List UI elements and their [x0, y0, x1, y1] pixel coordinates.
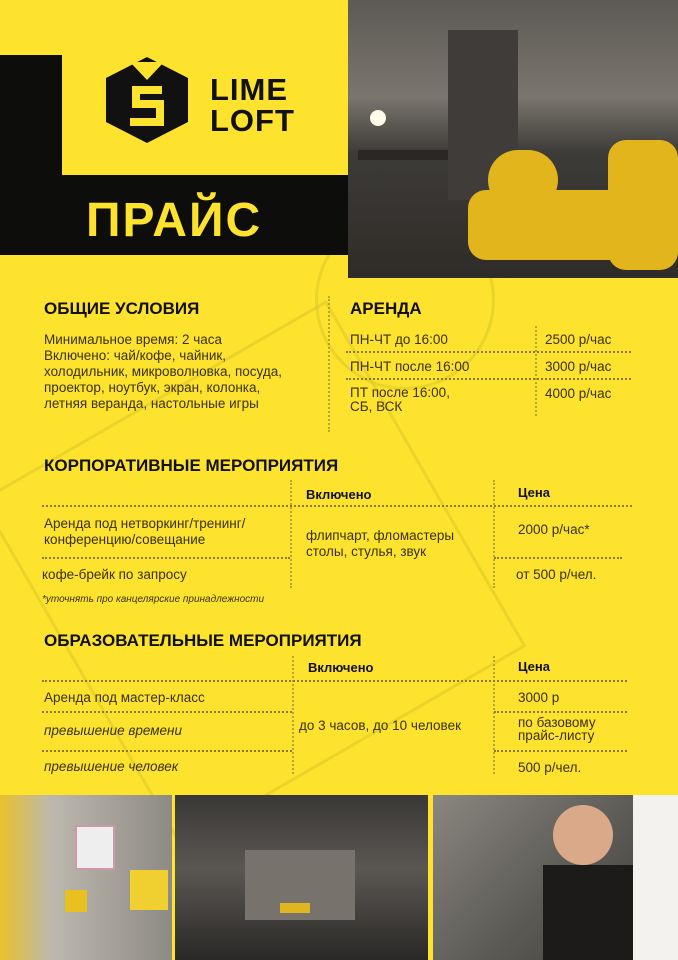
divider [42, 557, 290, 559]
general-heading: ОБЩИЕ УСЛОВИЯ [44, 299, 200, 318]
hall-photo [175, 795, 428, 960]
divider [494, 711, 627, 713]
rent-period: ПН-ЧТ после 16:00 [350, 359, 470, 374]
corporate-row-name: кофе-брейк по запросу [42, 567, 187, 582]
rent-price: 4000 р/час [545, 386, 612, 401]
rent-period: ПН-ЧТ до 16:00 [350, 332, 448, 347]
corporate-row-name: Аренда под нетворкинг/тренинг/ конференцию/совещание [44, 516, 246, 547]
education-row-name: превышение времени [44, 723, 182, 738]
brand-line1: LIME [210, 72, 289, 107]
divider [42, 680, 627, 682]
education-row-name: превышение человек [44, 759, 179, 774]
brand-name [210, 74, 295, 136]
text-line: проектор, ноутбук, экран, колонка, [44, 380, 261, 395]
divider [493, 480, 495, 588]
lime-loft-logo-icon [100, 52, 195, 147]
divider [42, 711, 292, 713]
brand-line2: LOFT [210, 103, 295, 138]
divider [346, 351, 631, 353]
divider [42, 750, 292, 752]
col-included: Включено [306, 487, 372, 502]
divider [535, 326, 537, 416]
col-included: Включено [308, 660, 374, 675]
corporate-heading: КОРПОРАТИВНЫЕ МЕРОПРИЯТИЯ [44, 456, 339, 475]
rent-price: 2500 р/час [545, 332, 612, 347]
education-row-price: 500 р/чел. [518, 760, 582, 775]
divider [292, 656, 294, 774]
rent-heading: АРЕНДА [350, 299, 422, 318]
education-included: до 3 часов, до 10 человек [299, 718, 461, 733]
text-line: летняя веранда, настольные игры [44, 396, 259, 411]
corporate-row-price: от 500 р/чел. [516, 567, 597, 582]
workshop-photo [433, 795, 678, 960]
corporate-note: *уточнять про канцелярские принадлежности [42, 594, 265, 605]
corporate-included: флипчарт, фломастеры столы, стулья, звук [306, 528, 455, 559]
divider [493, 656, 495, 774]
divider [42, 505, 632, 507]
education-row-price: 3000 р [518, 690, 560, 705]
corporate-row-price: 2000 р/час* [518, 522, 590, 537]
education-heading: ОБРАЗОВАТЕЛЬНЫЕ МЕРОПРИЯТИЯ [44, 631, 362, 650]
general-conditions [44, 332, 282, 412]
text-line: холодильник, микроволновка, посуда, [44, 364, 282, 379]
text-line: Включено: чай/кофе, чайник, [44, 348, 227, 363]
divider [494, 557, 622, 559]
text-line: Минимальное время: 2 часа [44, 332, 223, 347]
col-price: Цена [518, 659, 550, 674]
loft-interior-photo [348, 0, 678, 278]
art-wall-photo [0, 795, 172, 960]
divider [290, 480, 292, 588]
page-title: ПРАЙС [86, 194, 263, 247]
rent-period: ПТ после 16:00, СБ, ВСК [350, 385, 450, 414]
col-price: Цена [518, 485, 550, 500]
education-row-name: Аренда под мастер-класс [44, 690, 205, 705]
divider [328, 296, 330, 432]
education-row-price: по базовому прайс-листу [518, 715, 596, 743]
divider [494, 750, 627, 752]
divider [346, 378, 631, 380]
rent-price: 3000 р/час [545, 359, 612, 374]
